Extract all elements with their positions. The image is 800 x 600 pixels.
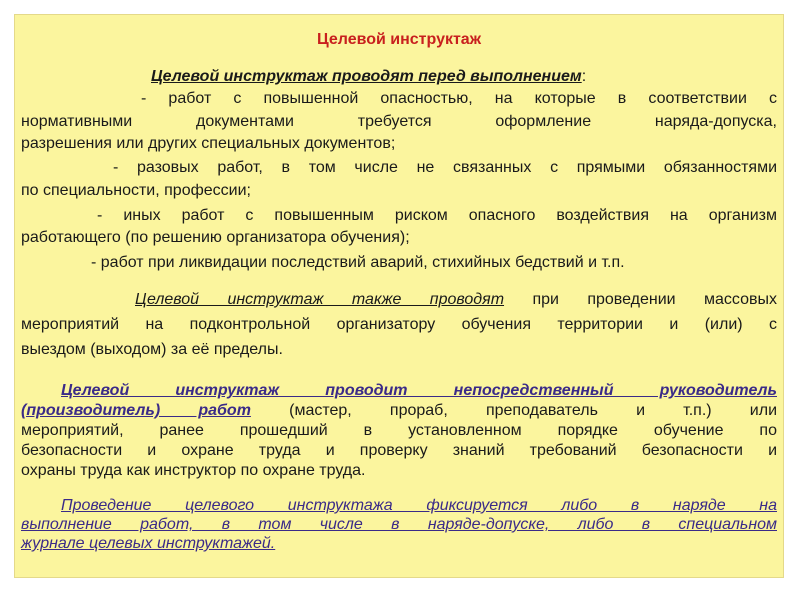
p1-item3-line2: работающего (по решению организатора обучения);: [21, 229, 410, 246]
p3-line5: охраны труда как инструктор по охране труда.: [21, 462, 366, 479]
p1-item2-line2: по специальности, профессии;: [21, 182, 251, 199]
p4-line2: выполнение работ, в том числе в наряде-допуске, либо в специальном: [21, 516, 777, 533]
p1-item1-line3: разрешения или других специальных документов;: [21, 135, 396, 152]
p2-line2: мероприятий на подконтрольной организатору обучения территории и (или) с: [21, 316, 777, 333]
p4-line3: журнале целевых инструктажей.: [21, 535, 276, 552]
p4-line1: Проведение целевого инструктажа фиксируется либо в наряде на: [61, 497, 777, 514]
slide-panel: [14, 14, 784, 578]
p3-line3: мероприятий, ранее прошедший в установленном порядке обучение по: [21, 422, 777, 439]
p3-line1: Целевой инструктаж проводит непосредственный руководитель: [61, 382, 777, 399]
p1-item3-line1: - иных работ с повышенным риском опасного воздействия на организм: [97, 207, 777, 224]
p1-item4-line1: - работ при ликвидации последствий аварий, стихийных бедствий и т.п.: [91, 254, 625, 271]
p2-line1: Целевой инструктаж также проводят при проведении массовых: [135, 291, 777, 308]
p2-line3: выездом (выходом) за её пределы.: [21, 341, 283, 358]
p1-lead: Целевой инструктаж проводят перед выполнением:: [151, 68, 587, 85]
p1-item1-line1: - работ с повышенной опасностью, на которые в соответствии с: [141, 90, 777, 107]
p3-line2: (производитель) работ (мастер, прораб, преподаватель и т.п.) или: [21, 402, 778, 419]
p1-item2-line1: - разовых работ, в том числе не связанных с прямыми обязанностями: [113, 159, 777, 176]
p1-item1-line2: нормативными документами требуется оформление наряда-допуска,: [21, 113, 777, 130]
slide-title: Целевой инструктаж: [316, 31, 482, 48]
p3-line4: безопасности и охране труда и проверку знаний требований безопасности и: [21, 442, 777, 459]
